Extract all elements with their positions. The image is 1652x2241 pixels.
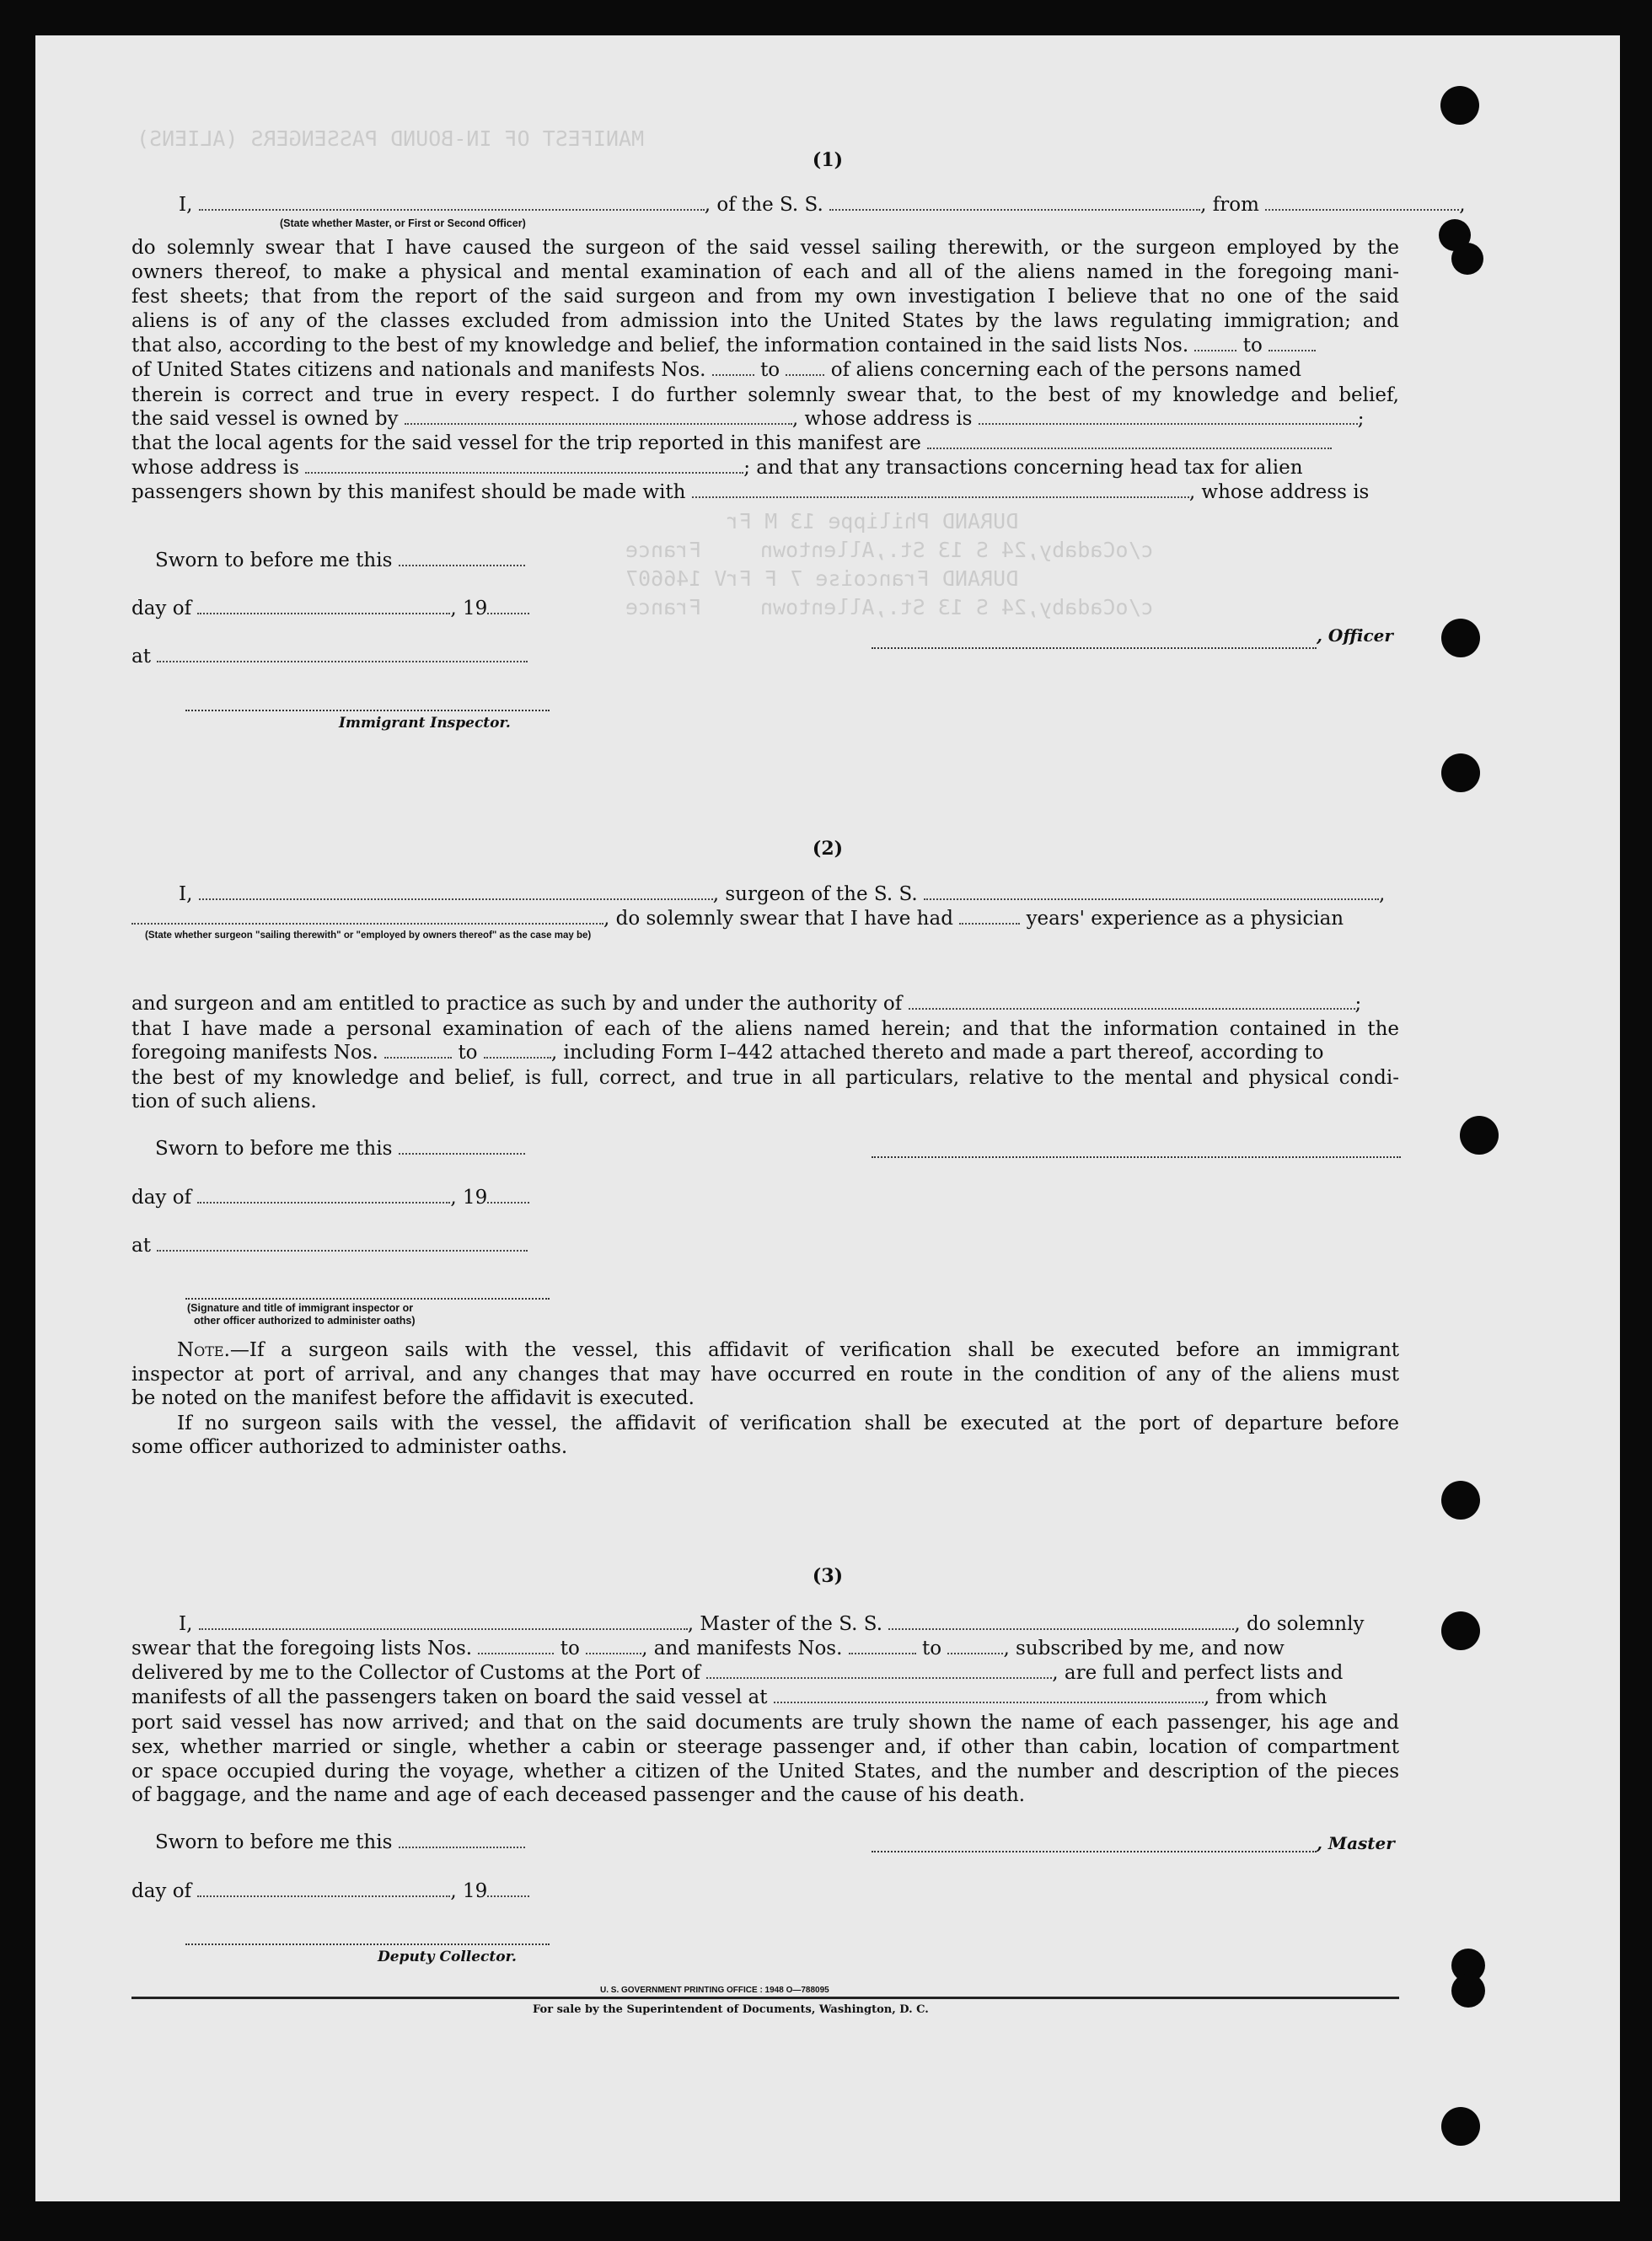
lists-perfect-label: , are full and perfect lists and xyxy=(1052,1662,1344,1684)
section-1-lists-line xyxy=(131,335,1316,357)
lists-label: that also, according to the best of my knowledge and belief, the information contained in the said lists Nos. xyxy=(131,335,1189,357)
place-field[interactable] xyxy=(157,646,528,662)
at-label: at xyxy=(131,1235,151,1257)
boarded-label: manifests of all the passengers taken on board the said vessel at xyxy=(131,1686,768,1708)
caption-surgeon: (State whether surgeon "sailing therewith" or "employed by owners thereof" as the case may be) xyxy=(145,930,592,941)
authority-label: and surgeon and am entitled to practice as such by and under the authority of xyxy=(131,993,903,1015)
day-of-label: day of xyxy=(131,1880,192,1902)
aliens-label: of aliens concerning each of the persons named xyxy=(830,359,1302,381)
surgeon-signature-line[interactable] xyxy=(872,1156,1401,1158)
year-label: , 19 xyxy=(450,1187,488,1209)
day-of-line xyxy=(131,1187,529,1209)
agents-label: that the local agents for the said vessel for the trip reported in this manifest are xyxy=(131,432,921,454)
solemnly-label: , do solemnly xyxy=(1234,1613,1365,1635)
punch-hole-10 xyxy=(1451,1974,1485,2008)
officer-name-field[interactable] xyxy=(199,194,705,211)
note-line xyxy=(177,1338,1399,1363)
manifests-to-field[interactable] xyxy=(786,359,824,376)
authority-field[interactable] xyxy=(909,993,1355,1010)
years-field[interactable] xyxy=(959,908,1020,925)
collector-label: Deputy Collector. xyxy=(378,1949,517,1965)
i-label: I, xyxy=(179,1613,193,1635)
surgeon-label: , surgeon of the S. S. xyxy=(712,883,918,905)
inspector-label: Immigrant Inspector. xyxy=(339,715,511,732)
at-label: at xyxy=(131,646,151,667)
manifests-label: foregoing manifests Nos. xyxy=(131,1042,378,1064)
bleed-through-text: France xyxy=(625,595,702,619)
place-field[interactable] xyxy=(157,1235,528,1252)
to-label: to xyxy=(1242,335,1263,357)
bleed-through-text: c/oCadaby,24 S 13 St.,Allentown xyxy=(760,595,1154,619)
punch-hole-6 xyxy=(1460,1116,1499,1155)
surgeon-status-field[interactable] xyxy=(131,908,603,925)
year-field[interactable] xyxy=(487,1880,529,1897)
bleed-through-text: MANIFEST OF IN-BOUND PASSENGERS (ALIENS) xyxy=(137,126,645,151)
month-field[interactable] xyxy=(197,598,450,614)
day-of-label: day of xyxy=(131,1187,192,1209)
officer-signature-line[interactable] xyxy=(872,647,1317,649)
month-field[interactable] xyxy=(197,1880,450,1897)
to-label: to xyxy=(458,1042,478,1064)
note-line: be noted on the manifest before the affidavit is executed. xyxy=(131,1387,695,1409)
caption-signature: (Signature and title of immigrant inspector or xyxy=(187,1302,414,1314)
note-label: Note. xyxy=(177,1339,230,1361)
day-of-line xyxy=(131,1880,529,1903)
swear-label: , do solemnly swear that I have had xyxy=(603,908,953,930)
bleed-through-text: France xyxy=(625,538,702,562)
section-3-paragraph-line: or space occupied during the voyage, whether a citizen of the United States, and the number and description of the pieces xyxy=(131,1761,1399,1783)
manifests-to-field[interactable] xyxy=(947,1638,1003,1654)
master-label: , Master xyxy=(1317,1833,1395,1853)
subscribed-label: , subscribed by me, and now xyxy=(1003,1638,1285,1659)
punch-hole-7 xyxy=(1441,1481,1480,1520)
lists-to-field[interactable] xyxy=(1268,335,1316,351)
sworn-day-field[interactable] xyxy=(399,550,525,566)
footer-rule xyxy=(131,1997,1399,1999)
section-2-line-5 xyxy=(131,1042,1324,1064)
citizens-label: of United States citizens and nationals and manifests Nos. xyxy=(131,359,706,381)
punch-hole-5 xyxy=(1441,753,1480,792)
bleed-through-text: V 146607 xyxy=(625,566,727,591)
section-2-line-3 xyxy=(131,993,1361,1016)
punctuation: , xyxy=(1459,194,1466,216)
sworn-line xyxy=(155,550,525,572)
section-3-number: (3) xyxy=(812,1565,844,1587)
lists-from-field[interactable] xyxy=(478,1638,554,1654)
year-field[interactable] xyxy=(487,598,529,614)
head-tax-label: ; and that any transactions concerning head tax for alien xyxy=(743,457,1303,479)
punch-hole-1 xyxy=(1440,86,1479,125)
section-3-line-1 xyxy=(179,1613,1364,1636)
lists-to-field[interactable] xyxy=(586,1638,641,1654)
section-3-paragraph-line: sex, whether married or single, whether a cabin or steerage passenger and, if other than cabin, location of compartment xyxy=(131,1736,1399,1758)
printing-office-imprint: U. S. GOVERNMENT PRINTING OFFICE : 1948 O—788095 xyxy=(600,1986,829,1995)
section-2-paragraph-line: the best of my knowledge and belief, is full, correct, and true in all particulars, relative to the mental and physical condi- xyxy=(131,1067,1399,1089)
sworn-day-field[interactable] xyxy=(399,1831,525,1848)
address-label: , whose address is xyxy=(791,408,973,430)
form-label: , including Form I–442 attached thereto and made a part thereof, according to xyxy=(550,1042,1324,1064)
day-of-line xyxy=(131,598,529,620)
owned-label: the said vessel is owned by xyxy=(131,408,399,430)
bleed-through-text: c/oCadaby,24 S 13 St.,Allentown xyxy=(760,538,1154,562)
caption-signature: other officer authorized to administer oaths) xyxy=(194,1315,416,1327)
section-3-line-3 xyxy=(131,1662,1343,1685)
sworn-label: Sworn to before me this xyxy=(155,1138,393,1160)
punch-hole-8 xyxy=(1441,1611,1480,1650)
to-label: to xyxy=(560,1638,580,1659)
boarding-port-field[interactable] xyxy=(774,1686,1204,1703)
port-label: delivered by me to the Collector of Customs at the Port of xyxy=(131,1662,700,1684)
manifests-from-field[interactable] xyxy=(712,359,754,376)
note-line: If no surgeon sails with the vessel, the affidavit of verification shall be executed at the port of departure before xyxy=(177,1413,1399,1434)
from-which-label: , from which xyxy=(1203,1686,1328,1708)
lists-label: swear that the foregoing lists Nos. xyxy=(131,1638,473,1659)
section-2-number: (2) xyxy=(812,838,844,860)
note-line: some officer authorized to administer oaths. xyxy=(131,1436,568,1458)
sworn-label: Sworn to before me this xyxy=(155,1831,393,1853)
punctuation: , xyxy=(1379,883,1386,905)
i-label: I, xyxy=(179,883,193,905)
experience-label: years' experience as a physician xyxy=(1026,908,1344,930)
master-label: , Master of the S. S. xyxy=(687,1613,883,1635)
section-1-whose-line xyxy=(131,457,1303,480)
section-1-agents-line xyxy=(131,432,1332,455)
port-field[interactable] xyxy=(706,1662,1052,1679)
section-1-paragraph-line: do solemnly swear that I have caused the surgeon of the said vessel sailing therewith, or the surgeon employed by the xyxy=(131,237,1399,259)
year-label: , 19 xyxy=(450,1880,488,1902)
master-name-field[interactable] xyxy=(199,1613,688,1630)
sworn-day-field[interactable] xyxy=(399,1138,525,1155)
head-tax-party-field[interactable] xyxy=(692,481,1189,498)
agents-field[interactable] xyxy=(927,432,1332,449)
punch-hole-3 xyxy=(1451,243,1483,275)
section-1-paragraph-line: owners thereof, to make a physical and mental examination of each and all of the aliens named in the foregoing mani- xyxy=(131,261,1399,283)
section-1-correct-line: therein is correct and true in every respect. I do further solemnly swear that, to the best of my knowledge and belief, xyxy=(131,384,1399,406)
section-1-paragraph-line: fest sheets; that from the report of the said surgeon and from my own investigation I believe that no one of the said xyxy=(131,286,1399,308)
to-label: to xyxy=(760,359,780,381)
sworn-line xyxy=(155,1831,525,1854)
year-label: , 19 xyxy=(450,598,488,619)
sworn-label: Sworn to before me this xyxy=(155,550,393,571)
bleed-through-text: DURAND Philippe 13 M Fr xyxy=(727,509,1019,533)
master-signature-line[interactable] xyxy=(872,1851,1317,1852)
section-2-paragraph-line: tion of such aliens. xyxy=(131,1091,317,1112)
collector-signature-line[interactable] xyxy=(185,1943,550,1945)
at-line xyxy=(131,1235,528,1257)
manifests-from-field[interactable] xyxy=(384,1042,452,1059)
section-1-citizens-line xyxy=(131,359,1301,382)
section-2-paragraph-line: that I have made a personal examination of each of the aliens named herein; and that the information contained in the xyxy=(131,1018,1399,1040)
from-port-field[interactable] xyxy=(1265,194,1459,211)
document-page xyxy=(35,35,1620,2201)
to-label: to xyxy=(922,1638,942,1659)
bleed-through-text: DURAND Francoise 7 F Fr xyxy=(727,566,1019,591)
caption-master: (State whether Master, or First or Second Officer) xyxy=(280,217,526,229)
manifests-to-field[interactable] xyxy=(484,1042,551,1059)
surgeon-name-field[interactable] xyxy=(199,883,713,900)
inspector-signature-line[interactable] xyxy=(185,1298,550,1300)
punctuation: ; xyxy=(1354,993,1362,1015)
section-3-line-2 xyxy=(131,1638,1285,1660)
vessel-name-field[interactable] xyxy=(829,194,1200,211)
month-field[interactable] xyxy=(197,1187,450,1204)
sworn-line xyxy=(155,1138,525,1161)
punch-hole-11 xyxy=(1441,2107,1480,2146)
vessel-name-field[interactable] xyxy=(924,883,1379,900)
passengers-label: passengers shown by this manifest should be made with xyxy=(131,481,686,503)
sale-notice: For sale by the Superintendent of Documents, Washington, D. C. xyxy=(533,2003,929,2016)
inspector-signature-line[interactable] xyxy=(185,710,550,711)
agents-address-field[interactable] xyxy=(305,457,743,474)
at-line xyxy=(131,646,528,668)
from-label: , from xyxy=(1200,194,1259,216)
section-1-number: (1) xyxy=(812,149,844,171)
owner-field[interactable] xyxy=(405,408,792,425)
section-2-line-2 xyxy=(131,908,1344,930)
lists-from-field[interactable] xyxy=(1194,335,1236,351)
note-text: —If a surgeon sails with the vessel, this affidavit of verification shall be executed before an immigrant xyxy=(229,1339,1399,1361)
section-1-passengers-line xyxy=(131,481,1369,504)
section-3-line-4 xyxy=(131,1686,1327,1709)
vessel-name-field[interactable] xyxy=(888,1613,1234,1630)
of-ss-label: , of the S. S. xyxy=(704,194,823,216)
section-1-paragraph-line: aliens is of any of the classes excluded from admission into the United States by the laws regulating immigration; and xyxy=(131,310,1399,332)
officer-label: , Officer xyxy=(1317,625,1393,646)
section-1-owned-line xyxy=(131,408,1364,431)
section-3-paragraph-line: port said vessel has now arrived; and that on the said documents are truly shown the name of each passenger, his age and xyxy=(131,1712,1399,1734)
punch-hole-4 xyxy=(1441,619,1480,657)
address-label: whose address is xyxy=(131,457,299,479)
address-label: , whose address is xyxy=(1188,481,1370,503)
section-2-line-1 xyxy=(179,883,1385,906)
owner-address-field[interactable] xyxy=(979,408,1358,425)
day-of-label: day of xyxy=(131,598,192,619)
manifests-label: , and manifests Nos. xyxy=(641,1638,843,1659)
section-1-line-1 xyxy=(179,194,1466,217)
i-label: I, xyxy=(179,194,193,216)
year-field[interactable] xyxy=(487,1187,529,1204)
section-3-paragraph-line: of baggage, and the name and age of each deceased passenger and the cause of his death. xyxy=(131,1784,1026,1806)
manifests-from-field[interactable] xyxy=(849,1638,916,1654)
note-line: inspector at port of arrival, and any changes that may have occurred en route in the condition of any of the aliens must xyxy=(131,1364,1399,1386)
punctuation: ; xyxy=(1357,408,1365,430)
